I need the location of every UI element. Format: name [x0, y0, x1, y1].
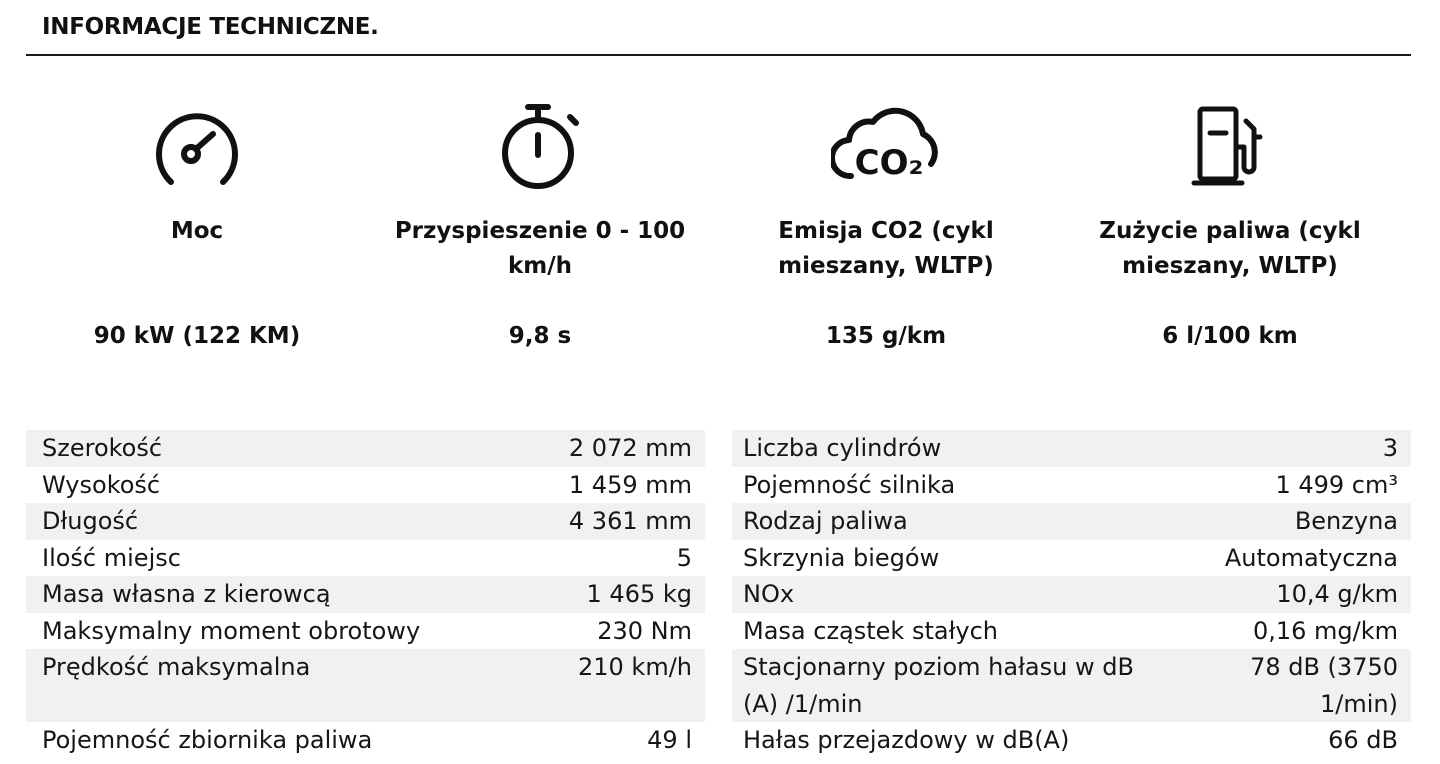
spec-row [26, 430, 705, 467]
spec-value: 49 l [647, 726, 692, 754]
stopwatch-icon [375, 96, 705, 196]
co2-icon-text: CO₂ [854, 143, 924, 183]
stat-power [32, 96, 362, 354]
spec-label: Hałas przejazdowy w dB(A) [743, 726, 1070, 754]
stat-value: 6 l/100 km [1162, 323, 1298, 349]
spec-label: Pojemność zbiornika paliwa [42, 726, 373, 754]
spec-label: Pojemność silnika [743, 470, 956, 499]
spec-row [26, 722, 705, 759]
spec-value: 66 dB [1328, 726, 1398, 754]
spec-row [26, 540, 705, 577]
spec-column-left [26, 430, 705, 759]
spec-column-right [732, 430, 1411, 759]
spec-label: Skrzynia biegów [743, 543, 940, 572]
spec-row [732, 540, 1411, 577]
stat-label: Zużycie paliwa (cykl mieszany, WLTP) [1099, 218, 1361, 279]
stat-value: 135 g/km [825, 323, 947, 349]
spec-label: Wysokość [42, 470, 161, 499]
spec-value: 0,16 mg/km [1252, 616, 1398, 645]
fuel-pump-icon [1065, 96, 1395, 196]
co2-cloud-icon [721, 96, 1051, 196]
speedometer-icon [32, 96, 362, 196]
page-heading: INFORMACJE TECHNICZNE. [42, 14, 379, 40]
spec-row [732, 613, 1411, 650]
spec-row [732, 430, 1411, 467]
stat-acceleration [375, 96, 705, 354]
stat-label: Emisja CO2 (cykl mieszany, WLTP) [778, 218, 994, 279]
spec-value: 4 361 mm [568, 507, 692, 535]
spec-row [732, 722, 1411, 759]
spec-label: NOx [743, 580, 795, 608]
spec-row [26, 576, 705, 613]
spec-label: Długość [42, 507, 139, 535]
spec-label: Stacjonarny poziom hałasu w dB (A) /1/min [743, 653, 1134, 718]
stat-fuel-consumption [1065, 96, 1395, 354]
key-stats [0, 96, 1440, 366]
spec-value: Benzyna [1294, 507, 1398, 535]
spec-value: 2 072 mm [568, 434, 692, 462]
spec-label: Rodzaj paliwa [743, 507, 908, 535]
spec-value: Automatyczna [1224, 543, 1398, 572]
spec-value: 5 [676, 543, 692, 572]
spec-value: 1 465 kg [586, 580, 692, 608]
spec-value: 3 [1382, 434, 1398, 462]
spec-label: Masa własna z kierowcą [42, 580, 331, 608]
spec-value: 78 dB (3750 1/min) [1250, 653, 1398, 718]
spec-value: 230 Nm [597, 616, 692, 645]
spec-value: 210 km/h [577, 653, 692, 681]
spec-row [26, 503, 705, 540]
stat-label: Moc [170, 218, 224, 244]
spec-label: Maksymalny moment obrotowy [42, 616, 421, 645]
spec-label: Liczba cylindrów [743, 434, 942, 462]
stat-label: Przyspieszenie 0 - 100 km/h [394, 218, 686, 279]
heading-divider [26, 54, 1411, 56]
spec-value: 10,4 g/km [1276, 580, 1398, 608]
stat-co2 [721, 96, 1051, 354]
spec-row [26, 649, 705, 722]
spec-row [732, 649, 1411, 722]
spec-value: 1 459 mm [568, 470, 692, 499]
spec-label: Szerokość [42, 434, 163, 462]
stat-value: 90 kW (122 KM) [93, 323, 301, 349]
stat-value: 9,8 s [508, 323, 572, 349]
spec-label: Ilość miejsc [42, 543, 181, 572]
spec-label: Masa cząstek stałych [743, 616, 999, 645]
spec-label: Prędkość maksymalna [42, 653, 311, 681]
spec-value: 1 499 cm³ [1275, 470, 1398, 499]
spec-row [26, 467, 705, 504]
spec-row [732, 503, 1411, 540]
spec-row [732, 576, 1411, 613]
spec-row [26, 613, 705, 650]
spec-row [732, 467, 1411, 504]
